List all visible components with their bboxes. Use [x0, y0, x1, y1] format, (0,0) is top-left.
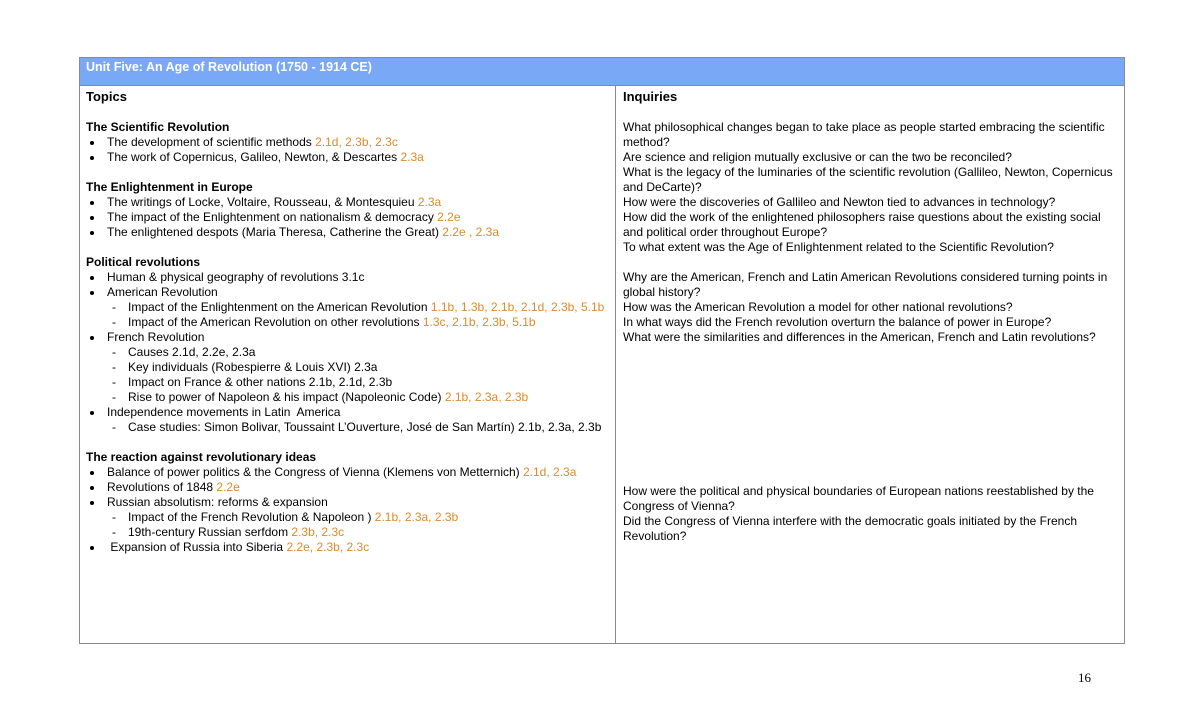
inquiries-list [623, 120, 1123, 544]
inquiry-question: What philosophical changes began to take place as people started embracing the scientific method? [623, 120, 1105, 149]
topic-item [86, 480, 611, 495]
topic-text: The development of scientific methods [107, 135, 316, 149]
topic-subitem [86, 510, 611, 525]
topic-item [86, 150, 611, 165]
topic-section [86, 255, 611, 435]
topic-section [86, 120, 611, 165]
inquiry-question: To what extent was the Age of Enlightenment related to the Scientific Revolution? [623, 240, 1054, 254]
topic-item [86, 405, 611, 420]
topic-text: American Revolution [107, 285, 218, 299]
standards-reference: 2.2e [216, 480, 240, 494]
standards-reference: 2.1b, 2.3a, 2.3b [374, 510, 459, 524]
inquiry-question: How were the political and physical boundaries of European nations reestablished by the Congress of Vienna? [623, 484, 1094, 513]
standards-reference: 2.2e [437, 210, 461, 224]
unit-header-bar [80, 58, 1124, 86]
topic-text: Balance of power politics & the Congress of Vienna (Klemens von Metternich) [107, 465, 523, 479]
topic-item [86, 330, 611, 345]
topic-item [86, 465, 611, 480]
topic-text: Russian absolutism: reforms & expansion [107, 495, 328, 509]
column-divider [615, 86, 616, 644]
topic-item [86, 210, 611, 225]
topic-subitem [86, 360, 611, 375]
inquiry-question: In what ways did the French revolution overturn the balance of power in Europe? [623, 315, 1052, 329]
topic-subitem [86, 300, 611, 315]
topic-text: 19th-century Russian serfdom [128, 525, 292, 539]
topic-text: The work of Copernicus, Galileo, Newton, & Descartes [107, 150, 401, 164]
topic-text: Causes 2.1d, 2.2e, 2.3a [128, 345, 256, 359]
topic-text: French Revolution [107, 330, 205, 344]
topic-item [86, 495, 611, 510]
topic-section [86, 450, 611, 555]
section-title: The Enlightenment in Europe [86, 180, 253, 194]
topic-subitem [86, 375, 611, 390]
topic-text: Key individuals (Robespierre & Louis XVI) 2.3a [128, 360, 378, 374]
standards-reference: 2.1b, 2.3a, 2.3b [444, 390, 529, 404]
section-title: The Scientific Revolution [86, 120, 230, 134]
topics-list [86, 120, 611, 555]
topic-subitem [86, 345, 611, 360]
section-title: The reaction against revolutionary ideas [86, 450, 317, 464]
topic-text: The enlightened despots (Maria Theresa, Catherine the Great) [107, 225, 443, 239]
topic-text: Revolutions of 1848 [107, 480, 217, 494]
topic-item [86, 270, 611, 285]
topic-text: Case studies: Simon Bolivar, Toussaint L’Ouverture, José de San Martín) 2.1b, 2.3a, 2.3b [128, 420, 602, 434]
topic-item [86, 195, 611, 210]
inquiry-question: How was the American Revolution a model for other national revolutions? [623, 300, 1013, 314]
topics-column [86, 86, 611, 555]
topic-text: The impact of the Enlightenment on nationalism & democracy [107, 210, 438, 224]
topic-text: The writings of Locke, Voltaire, Rousseau, & Montesquieu [107, 195, 418, 209]
topic-item [86, 540, 611, 555]
topic-item [86, 225, 611, 240]
topic-text: Impact of the Enlightenment on the American Revolution [128, 300, 431, 314]
page-number: 16 [1078, 670, 1091, 685]
topic-subitem [86, 420, 611, 435]
topic-subitem [86, 525, 611, 540]
inquiry-question: Did the Congress of Vienna interfere with the democratic goals initiated by the French Revolution? [623, 514, 1078, 543]
standards-reference: 2.3a [400, 150, 424, 164]
topic-text: Impact on France & other nations 2.1b, 2.1d, 2.3b [128, 375, 393, 389]
topic-section [86, 180, 611, 240]
unit-title: Unit Five: An Age of Revolution (1750 - 1914 CE) [86, 60, 372, 74]
inquiry-question: How did the work of the enlightened philosophers raise questions about the existing social and political order throughout Europe? [623, 210, 1101, 239]
inquiry-question: How were the discoveries of Gallileo and Newton tied to advances in technology? [623, 195, 1056, 209]
standards-reference: 2.1d, 2.3b, 2.3c [315, 135, 398, 149]
standards-reference: 2.2e , 2.3a [442, 225, 500, 239]
unit-table [79, 57, 1125, 644]
topic-text: Rise to power of Napoleon & his impact (Napoleonic Code) [128, 390, 445, 404]
topic-text: Human & physical geography of revolutions 3.1c [107, 270, 365, 284]
inquiry-group [623, 120, 1123, 255]
inquiry-question: Are science and religion mutually exclusive or can the two be reconciled? [623, 150, 1012, 164]
topic-item [86, 135, 611, 150]
topic-text: Impact of the American Revolution on other revolutions [128, 315, 423, 329]
topic-item [86, 285, 611, 300]
inquiry-group [623, 270, 1123, 345]
topic-text: Independence movements in Latin America [107, 405, 341, 419]
inquiries-heading: Inquiries [623, 89, 678, 104]
standards-reference: 1.3c, 2.1b, 2.3b, 5.1b [422, 315, 536, 329]
topic-text: Impact of the French Revolution & Napoleon ) [128, 510, 375, 524]
standards-reference: 2.3b, 2.3c [291, 525, 345, 539]
topic-subitem [86, 315, 611, 330]
inquiry-question: What is the legacy of the luminaries of the scientific revolution (Gallileo, Newton, Copernicus and DeCarte)? [623, 165, 1113, 194]
standards-reference: 1.1b, 1.3b, 2.1b, 2.1d, 2.3b, 5.1b [430, 300, 605, 314]
topic-subitem [86, 390, 611, 405]
inquiry-question: What were the similarities and differences in the American, French and Latin revolutions? [623, 330, 1096, 344]
inquiry-question: Why are the American, French and Latin American Revolutions considered turning points in global history? [623, 270, 1108, 299]
standards-reference: 2.1d, 2.3a [523, 465, 577, 479]
section-title: Political revolutions [86, 255, 201, 269]
topics-heading: Topics [86, 89, 127, 104]
topic-text: Expansion of Russia into Siberia [107, 540, 287, 554]
standards-reference: 2.2e, 2.3b, 2.3c [286, 540, 370, 554]
inquiry-group [623, 484, 1123, 544]
standards-reference: 2.3a [417, 195, 442, 209]
inquiries-column [623, 86, 1123, 544]
